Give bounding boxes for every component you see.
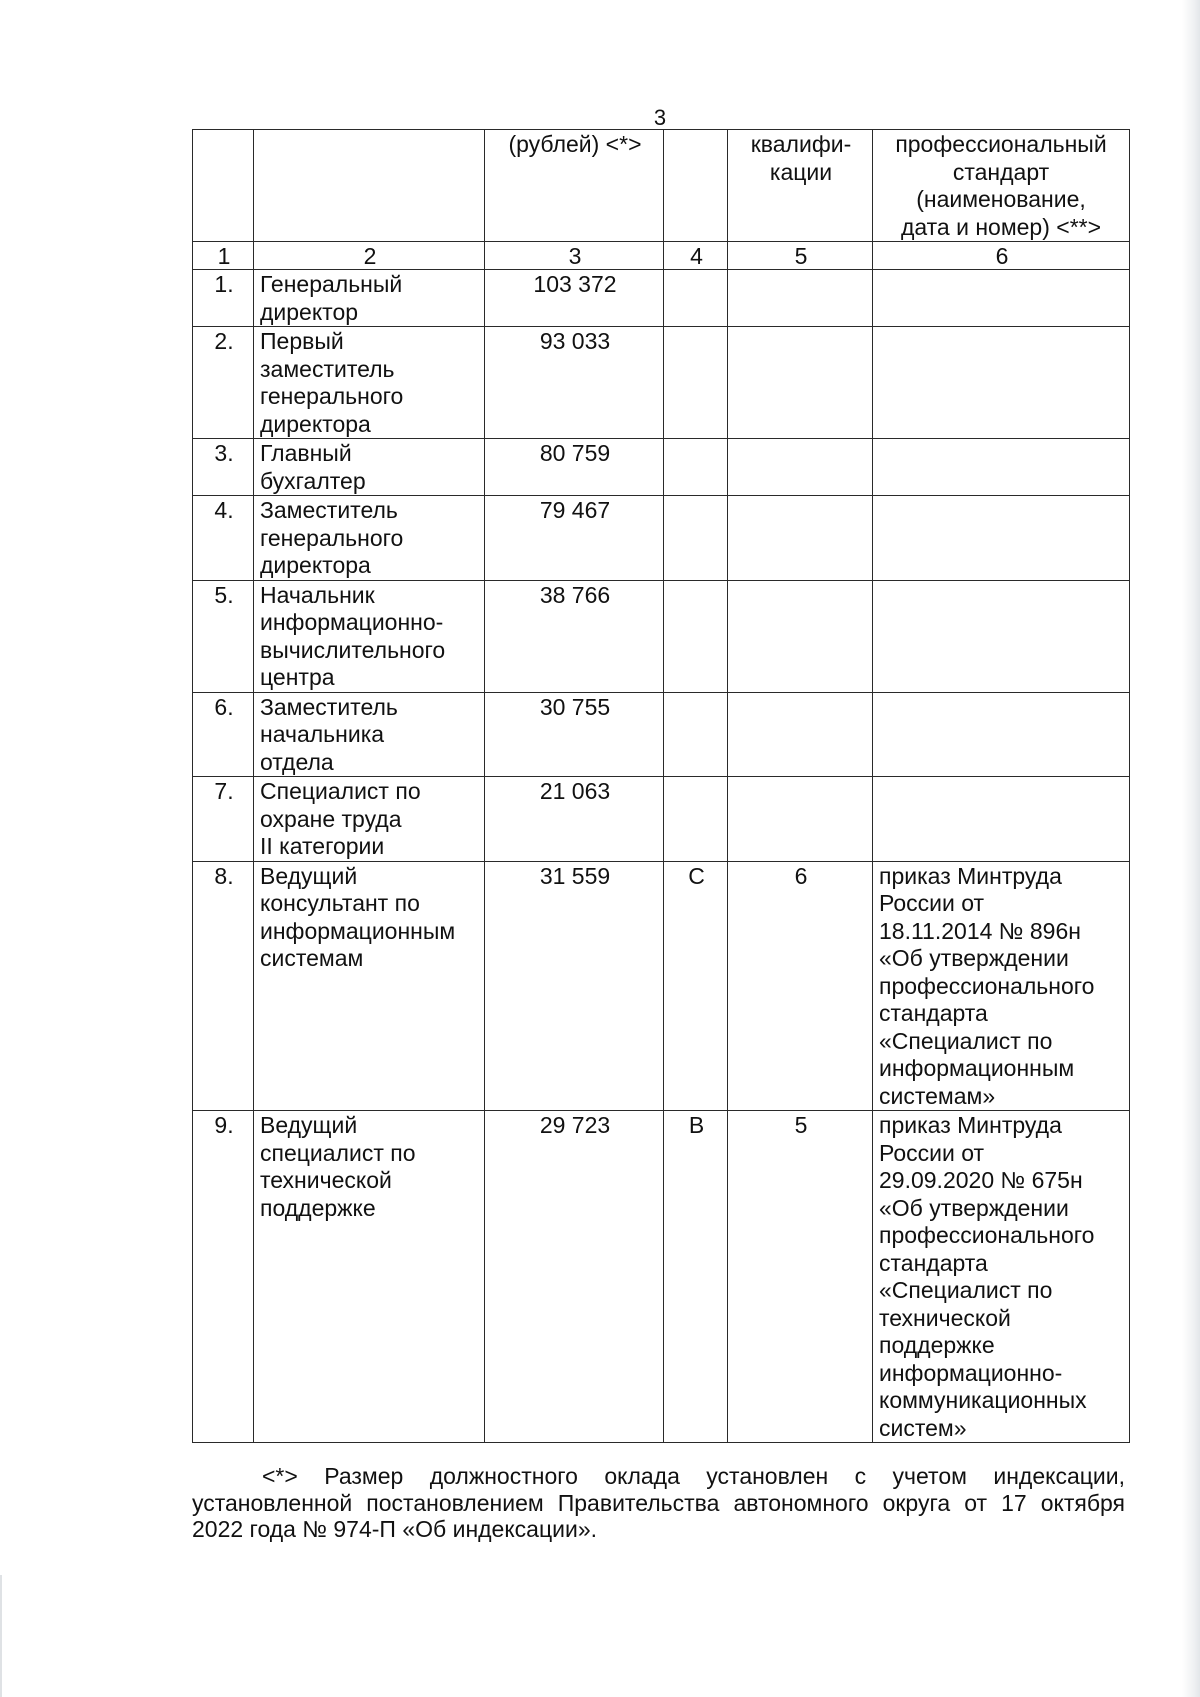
column-number-row <box>193 242 1130 270</box>
salary-cell: 93 033 <box>485 327 664 439</box>
page-edge-shadow <box>1182 0 1200 1697</box>
qualification-cell <box>728 270 873 327</box>
position-cell: Главный бухгалтер <box>254 439 485 496</box>
page-number: 3 <box>653 105 667 130</box>
scan-edge-mark <box>0 1575 2 1697</box>
position-cell: Ведущий специалист по технической поддержке <box>254 1111 485 1443</box>
qualification-cell: 5 <box>728 1111 873 1443</box>
qualification-cell <box>728 580 873 692</box>
salary-cell: 38 766 <box>485 580 664 692</box>
salary-cell: 30 755 <box>485 692 664 777</box>
standard-cell: приказ Минтруда России от 29.09.2020 № 675н «Об утверждении профессионального стандарта «Специалист по технической поддержке информационно- коммуникационных систем» <box>873 1111 1130 1443</box>
standard-cell <box>873 580 1130 692</box>
level-cell <box>664 496 728 581</box>
qualification-cell <box>728 439 873 496</box>
column-number-cell: 6 <box>873 242 1130 270</box>
row-number-cell: 2. <box>193 327 254 439</box>
salary-cell: 80 759 <box>485 439 664 496</box>
row-number-cell: 9. <box>193 1111 254 1443</box>
level-cell <box>664 580 728 692</box>
header-cell-1 <box>193 130 254 242</box>
table-row <box>193 777 1130 862</box>
column-number-cell: 5 <box>728 242 873 270</box>
table-row <box>193 692 1130 777</box>
level-cell <box>664 327 728 439</box>
qualification-cell <box>728 496 873 581</box>
column-number-cell: 2 <box>254 242 485 270</box>
row-number-cell: 6. <box>193 692 254 777</box>
standard-cell <box>873 496 1130 581</box>
row-number-cell: 4. <box>193 496 254 581</box>
table-row <box>193 439 1130 496</box>
header-cell-5: квалифи- кации <box>728 130 873 242</box>
row-number-cell: 5. <box>193 580 254 692</box>
level-cell: В <box>664 1111 728 1443</box>
salary-table <box>192 129 1130 1443</box>
standard-cell: приказ Минтруда России от 18.11.2014 № 896н «Об утверждении профессионального стандарта «Специалист по информационным системам» <box>873 861 1130 1111</box>
table-row <box>193 327 1130 439</box>
column-number-cell: 1 <box>193 242 254 270</box>
header-cell-2 <box>254 130 485 242</box>
table-body <box>193 130 1130 1443</box>
table-row <box>193 1111 1130 1443</box>
standard-cell <box>873 692 1130 777</box>
position-cell: Заместитель генерального директора <box>254 496 485 581</box>
position-cell: Ведущий консультант по информационным системам <box>254 861 485 1111</box>
qualification-cell <box>728 777 873 862</box>
column-number-cell: 3 <box>485 242 664 270</box>
standard-cell <box>873 327 1130 439</box>
table-row <box>193 580 1130 692</box>
level-cell <box>664 692 728 777</box>
salary-cell: 79 467 <box>485 496 664 581</box>
row-number-cell: 1. <box>193 270 254 327</box>
footnote <box>192 1463 1125 1543</box>
level-cell <box>664 270 728 327</box>
qualification-cell <box>728 692 873 777</box>
standard-cell <box>873 270 1130 327</box>
qualification-cell: 6 <box>728 861 873 1111</box>
table-row <box>193 270 1130 327</box>
position-cell: Специалист по охране труда II категории <box>254 777 485 862</box>
qualification-cell <box>728 327 873 439</box>
position-cell: Начальник информационно- вычислительного центра <box>254 580 485 692</box>
header-cell-4 <box>664 130 728 242</box>
position-cell: Первый заместитель генерального директора <box>254 327 485 439</box>
standard-cell <box>873 777 1130 862</box>
salary-cell: 31 559 <box>485 861 664 1111</box>
salary-cell: 29 723 <box>485 1111 664 1443</box>
table-row <box>193 861 1130 1111</box>
table-row <box>193 496 1130 581</box>
header-cell-6: профессиональный стандарт (наименование, дата и номер) <**> <box>873 130 1130 242</box>
level-cell <box>664 777 728 862</box>
level-cell <box>664 439 728 496</box>
column-number-cell: 4 <box>664 242 728 270</box>
salary-cell: 103 372 <box>485 270 664 327</box>
standard-cell <box>873 439 1130 496</box>
position-cell: Заместитель начальника отдела <box>254 692 485 777</box>
header-cell-3: (рублей) <*> <box>485 130 664 242</box>
position-cell: Генеральный директор <box>254 270 485 327</box>
footnote-text: <*> Размер должностного оклада установлен с учетом индексации, установленной постановлением Правительства автономного округа от 17 октября 2022 года № 974-П «Об индексации». <box>192 1463 1125 1542</box>
level-cell: С <box>664 861 728 1111</box>
row-number-cell: 8. <box>193 861 254 1111</box>
salary-cell: 21 063 <box>485 777 664 862</box>
row-number-cell: 7. <box>193 777 254 862</box>
row-number-cell: 3. <box>193 439 254 496</box>
table-header-row <box>193 130 1130 242</box>
